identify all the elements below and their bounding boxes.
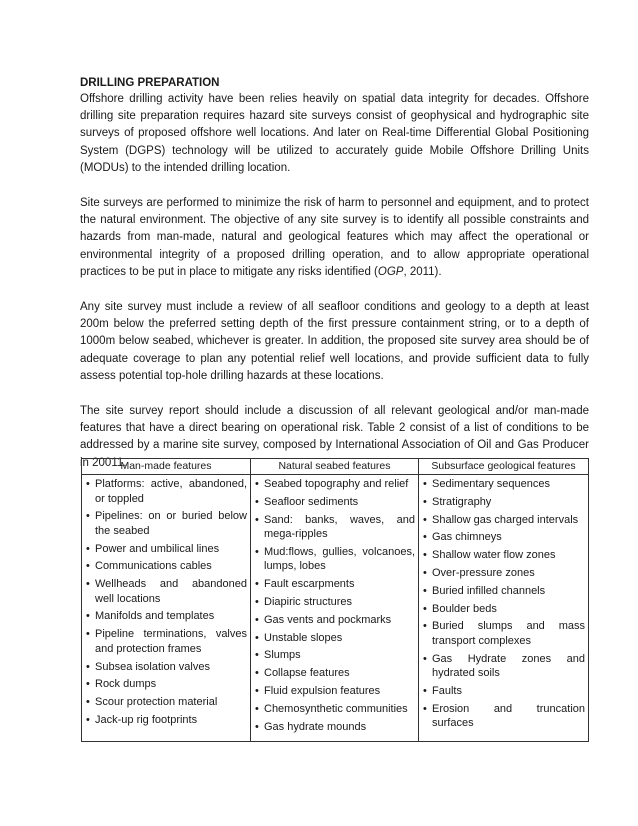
paragraph-intro: Offshore drilling activity have been relies heavily on spatial data integrity for decades. Offshore drilling site preparation requires hazard site surveys consist of geophysical and hydrographic site surveys of proposed offshore well locations. And later on Real-time Differential Global Positioning System (DGPS) technology will be utilized to accurately guide Mobile Offshore Drilling Units (MODUs) to the intended drilling location. — [80, 93, 589, 174]
subsurface-item: • Over-pressure zones — [422, 566, 585, 581]
natural-seabed-item: • Seafloor sediments — [254, 495, 415, 510]
subsurface-item: • Shallow gas charged intervals — [422, 513, 585, 528]
paragraph-report: The site survey report should include a discussion of all relevant geological and/or man-made features that have a direct bearing on operational risk. Table 2 consist of a list of conditions to be addressed by a marine site survey, composed by International Association of Oil and Gas Producer in 20011. — [80, 405, 589, 469]
natural-seabed-item: • Diapiric structures — [254, 595, 415, 610]
man-made-item: • Wellheads and abandoned well locations — [85, 577, 247, 606]
header-subsurface: Subsurface geological features — [419, 459, 589, 475]
paragraph-requirements: Any site survey must include a review of all seafloor conditions and geology to a depth at least 200m below the preferred setting depth of the first pressure containment string, or to a depth of 1000m below seabed, whichever is greater. In addition, the proposed site survey area should be of adequate coverage to plan any potential relief well locations, and provide sufficient data to fully assess potential top-hole drilling hazards at these locations. — [80, 301, 589, 382]
man-made-item: • Platforms: active, abandoned, or toppled — [85, 477, 247, 506]
man-made-item: • Pipelines: on or buried below the seabed — [85, 509, 247, 538]
natural-seabed-item: • Seabed topography and relief — [254, 477, 415, 492]
natural-seabed-item: • Fluid expulsion features — [254, 684, 415, 699]
man-made-item: • Manifolds and templates — [85, 609, 247, 624]
header-natural-seabed: Natural seabed features — [251, 459, 419, 475]
subsurface-item: • Sedimentary sequences — [422, 477, 585, 492]
subsurface-item: • Gas Hydrate zones and hydrated soils — [422, 652, 585, 681]
paragraph-purpose — [80, 195, 589, 281]
conditions-table — [81, 458, 589, 742]
document-body — [80, 76, 589, 490]
natural-seabed-item: • Mud:flows, gullies, volcanoes, lumps, lobes — [254, 545, 415, 574]
table-row — [82, 475, 589, 742]
subsurface-item: • Stratigraphy — [422, 495, 585, 510]
natural-seabed-item: • Gas vents and pockmarks — [254, 613, 415, 628]
subsurface-item: • Gas chimneys — [422, 530, 585, 545]
man-made-item: • Pipeline terminations, valves and protection frames — [85, 627, 247, 656]
natural-seabed-item: • Chemosynthetic communities — [254, 702, 415, 717]
subsurface-item: • Buried infilled channels — [422, 584, 585, 599]
natural-seabed-item: • Unstable slopes — [254, 631, 415, 646]
man-made-item: • Jack-up rig footprints — [85, 713, 247, 728]
subsurface-item: • Buried slumps and mass transport complexes — [422, 619, 585, 648]
column-natural-seabed — [251, 475, 419, 742]
natural-seabed-item: • Slumps — [254, 648, 415, 663]
header-man-made: Man-made features — [82, 459, 251, 475]
purpose-text: Site surveys are performed to minimize the risk of harm to personnel and equipment, and to protect the natural environment. The objective of any site survey is to identify all possible constraints and hazards from man-made, natural and geological features which may affect the operational or environmental integrity of a proposed drilling operation, and to allow appropriate operational practices to be put in place to mitigate any risks identified ( — [80, 197, 589, 278]
column-subsurface — [419, 475, 589, 742]
natural-seabed-item: • Fault escarpments — [254, 577, 415, 592]
man-made-item: • Power and umbilical lines — [85, 542, 247, 557]
man-made-item: • Scour protection material — [85, 695, 247, 710]
table-header-row — [82, 459, 589, 475]
natural-seabed-item: • Gas hydrate mounds — [254, 720, 415, 735]
section-heading: DRILLING PREPARATION — [80, 77, 220, 89]
column-man-made — [82, 475, 251, 742]
citation-ogp: OGP — [377, 265, 404, 278]
subsurface-item: • Shallow water flow zones — [422, 548, 585, 563]
man-made-item: • Communications cables — [85, 559, 247, 574]
man-made-item: • Rock dumps — [85, 677, 247, 692]
citation-year: , 2011). — [403, 265, 442, 278]
subsurface-item: • Erosion and truncation surfaces — [422, 702, 585, 731]
man-made-item: • Subsea isolation valves — [85, 660, 247, 675]
natural-seabed-item: • Collapse features — [254, 666, 415, 681]
natural-seabed-item: • Sand: banks, waves, and mega-ripples — [254, 513, 415, 542]
subsurface-item: • Boulder beds — [422, 602, 585, 617]
subsurface-item: • Faults — [422, 684, 585, 699]
